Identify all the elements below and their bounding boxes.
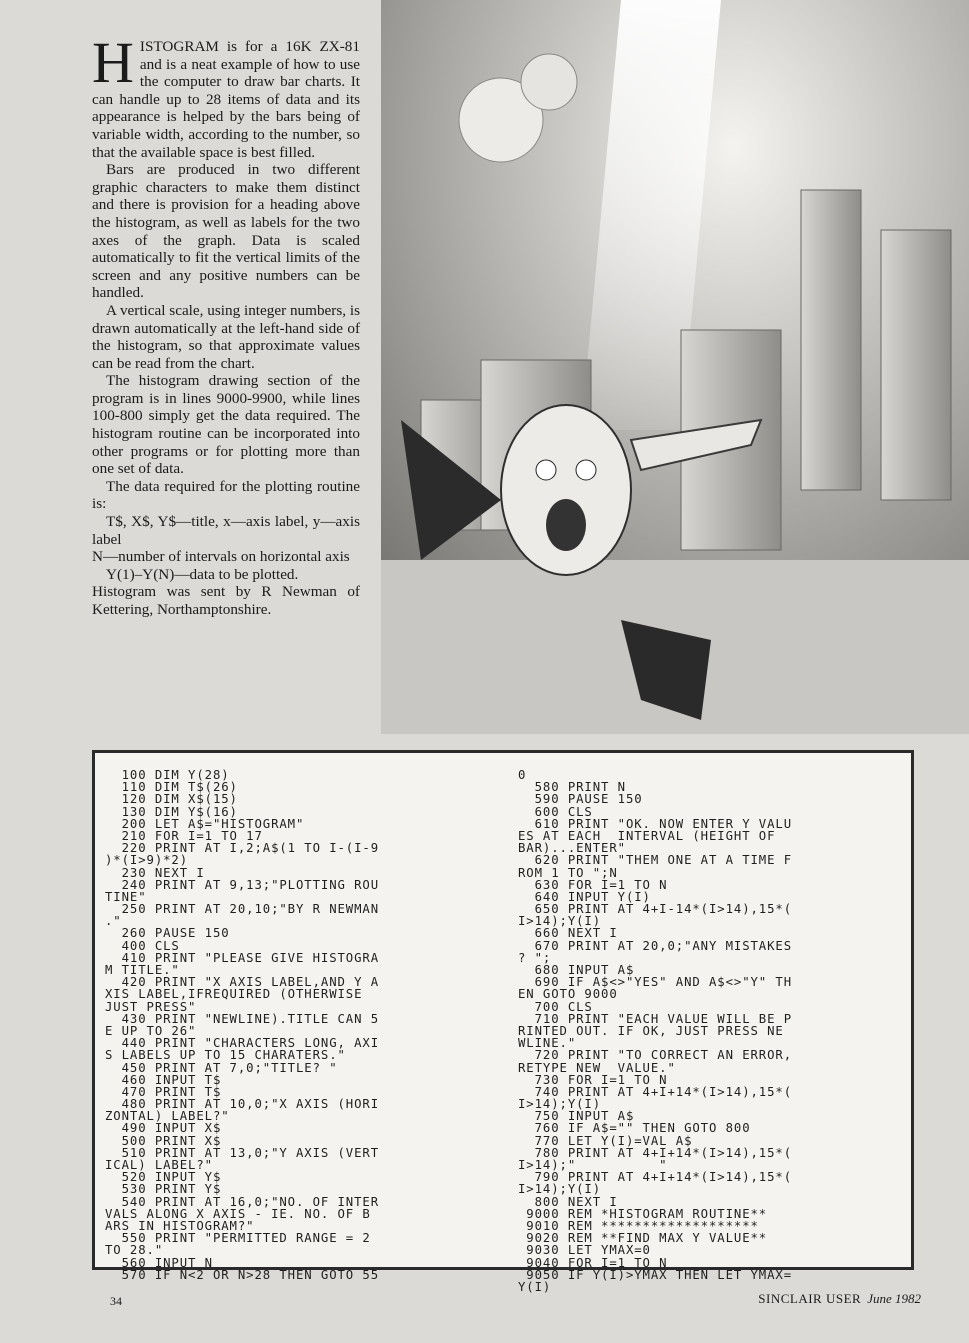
code-line: 640 INPUT Y(I) [518,889,651,904]
drop-cap: H [92,30,134,95]
code-line: 460 INPUT T$ [105,1072,222,1087]
code-line: 210 FOR I=1 TO 17 [105,828,263,843]
code-line: 9010 REM ******************* [518,1218,759,1233]
code-line: ." [105,914,122,929]
code-line: 450 PRINT AT 7,0;"TITLE? " [105,1060,338,1075]
code-line: 730 FOR I=1 TO N [518,1072,668,1087]
code-line: 440 PRINT "CHARACTERS LONG, AXI [105,1036,380,1051]
code-line: 550 PRINT "PERMITTED RANGE = 2 [105,1231,371,1246]
code-line: 770 LET Y(I)=VAL A$ [518,1133,693,1148]
paragraph-6: T$, X$, Y$—title, x—axis label, y—axis label [92,513,360,548]
code-line: 130 DIM Y$(16) [105,804,238,819]
code-line: I>14);" " [518,1158,668,1172]
code-line: 100 DIM Y(28) [105,768,230,782]
moon-small [521,54,577,110]
code-line: 9040 FOR I=1 TO N [518,1255,668,1270]
code-line: 400 CLS [105,938,180,953]
code-line: 9000 REM *HISTOGRAM ROUTINE** [518,1206,768,1221]
code-line: I>14);Y(I) [518,1182,602,1197]
airplane-city-illustration [381,0,969,734]
code-line: 260 PAUSE 150 [105,926,230,941]
code-line: 490 INPUT X$ [105,1121,222,1136]
code-line: 560 INPUT N [105,1255,213,1270]
code-line: I>14);Y(I) [518,1097,602,1112]
code-line: 500 PRINT X$ [105,1133,222,1148]
code-line: 420 PRINT "X AXIS LABEL,AND Y A [105,975,380,990]
illustration-drawing [381,0,969,734]
code-line: 760 IF A$="" THEN GOTO 800 [518,1121,751,1136]
code-line: 9020 REM **FIND MAX Y VALUE** [518,1231,768,1246]
code-line: 630 FOR I=1 TO N [518,877,668,892]
code-line: )*(I>9)*2) [105,853,189,868]
code-line: RETYPE NEW VALUE." [518,1060,676,1075]
paragraph-5: The data required for the plotting routine is: [92,477,360,513]
code-line: 650 PRINT AT 4+I-14*(I>14),15*( [518,902,793,917]
code-line: ICAL) LABEL?" [105,1158,213,1172]
code-line: E UP TO 26" [105,1023,197,1038]
paragraph-2: Bars are produced in two different graphic characters to make them distinct and there is provision for a heading above the histogram, as well as labels for the two axes of the graph. Data is scaled automatically to fit the vertical limits of the screen and any positive numbers can be handled. [92,161,360,302]
paragraph-9: Histogram was sent by R Newman of Kettering, Northamptonshire. [92,583,360,618]
magazine-name: SINCLAIR USER [758,1291,862,1306]
code-line: M TITLE." [105,963,180,977]
code-line: WLINE." [518,1036,577,1051]
code-line: 430 PRINT "NEWLINE).TITLE CAN 5 [105,1011,380,1026]
code-line: 0 [518,768,527,782]
code-line: 700 CLS [518,999,593,1014]
code-line: 790 PRINT AT 4+I+14*(I>14),15*( [518,1170,793,1185]
code-line: 480 PRINT AT 10,0;"X AXIS (HORI [105,1097,380,1112]
code-line: 250 PRINT AT 20,10;"BY R NEWMAN [105,902,380,917]
basic-program-listing [92,750,914,1294]
issue-date: June 1982 [867,1291,921,1306]
code-line: 620 PRINT "THEM ONE AT A TIME F [518,853,793,868]
code-line: ? "; [518,950,552,965]
listing-left-column [105,769,495,1281]
code-line: 9050 IF Y(I)>YMAX THEN LET YMAX= [518,1267,793,1282]
code-line: 590 PAUSE 150 [518,792,643,807]
code-line: 570 IF N<2 OR N>28 THEN GOTO 55 [105,1267,380,1282]
paragraph-1: ISTOGRAM is for a 16K ZX-81 and is a neat example of how to use the computer to draw bar charts. It can handle up to 28 items of data and its appearance is helped by the bars being of variable width, according to the number, so that the available space is best filled. [92,38,360,161]
paragraph-7: N—number of intervals on horizontal axis [92,548,350,566]
mouth [546,499,586,551]
code-line: 580 PRINT N [518,780,626,795]
code-line: Y(I) [518,1279,552,1294]
code-line: 660 NEXT I [518,926,618,941]
code-line: 720 PRINT "TO CORRECT AN ERROR, [518,1048,793,1063]
code-line: I>14);Y(I) [518,914,602,929]
code-line: 220 PRINT AT I,2;A$(1 TO I-(I-9 [105,841,380,856]
paragraph-8: Y(1)–Y(N)—data to be plotted. [106,565,299,583]
code-line: 610 PRINT "OK. NOW ENTER Y VALU [518,816,793,831]
code-line: S LABELS UP TO 15 CHARATERS." [105,1048,346,1063]
article-text [92,30,360,619]
code-line: 110 DIM T$(26) [105,780,238,795]
intro-paragraph [92,30,360,161]
code-line: 600 CLS [518,804,593,819]
listing-right-column [518,769,908,1293]
tower-far-right [881,230,951,500]
code-line: RINTED OUT. IF OK, JUST PRESS NE [518,1023,784,1038]
code-line: BAR)...ENTER" [518,841,626,856]
code-line: VALS ALONG X AXIS - IE. NO. OF B [105,1206,371,1221]
code-line: 410 PRINT "PLEASE GIVE HISTOGRA [105,950,380,965]
code-line: 680 INPUT A$ [518,963,635,977]
magazine-footer [758,1291,921,1307]
code-line: 230 NEXT I [105,865,205,880]
code-line: 120 DIM X$(15) [105,792,238,807]
code-line: EN GOTO 9000 [518,987,618,1002]
code-line: XIS LABEL,IFREQUIRED (OTHERWISE [105,987,363,1002]
code-line: 670 PRINT AT 20,0;"ANY MISTAKES [518,938,793,953]
page-number: 34 [110,1294,122,1308]
tower-right [801,190,861,490]
code-line: 800 NEXT I [518,1194,618,1209]
code-line: 710 PRINT "EACH VALUE WILL BE P [518,1011,793,1026]
code-line: ROM 1 TO ";N [518,865,618,880]
code-line: 240 PRINT AT 9,13;"PLOTTING ROU [105,877,380,892]
code-line: JUST PRESS" [105,999,197,1014]
code-line: 750 INPUT A$ [518,1109,635,1124]
code-line: 9030 LET YMAX=0 [518,1243,651,1258]
code-line: TINE" [105,889,147,904]
code-line: 540 PRINT AT 16,0;"NO. OF INTER [105,1194,380,1209]
code-line: 740 PRINT AT 4+I+14*(I>14),15*( [518,1084,793,1099]
code-line: 470 PRINT T$ [105,1084,222,1099]
code-line: ES AT EACH INTERVAL (HEIGHT OF [518,828,776,843]
code-line: 200 LET A$="HISTOGRAM" [105,816,305,831]
code-line: 690 IF A$<>"YES" AND A$<>"Y" TH [518,975,793,990]
paragraph-4: The histogram drawing section of the program is in lines 9000-9900, while lines 100-800 simply get the data required. The histogram routine can be incorporated into other programs or for plotting more than one set of data. [92,372,360,478]
code-line: 780 PRINT AT 4+I+14*(I>14),15*( [518,1145,793,1160]
code-line: TO 28." [105,1243,164,1258]
code-line: 520 INPUT Y$ [105,1170,222,1185]
code-line: ARS IN HISTOGRAM?" [105,1218,255,1233]
paragraph-3: A vertical scale, using integer numbers, is drawn automatically at the left-hand side of the histogram, so that approximate values can be read from the chart. [92,301,360,372]
code-line: ZONTAL) LABEL?" [105,1109,230,1124]
code-line: 530 PRINT Y$ [105,1182,222,1197]
code-line: 510 PRINT AT 13,0;"Y AXIS (VERT [105,1145,380,1160]
eye-right [576,460,596,480]
eye-left [536,460,556,480]
